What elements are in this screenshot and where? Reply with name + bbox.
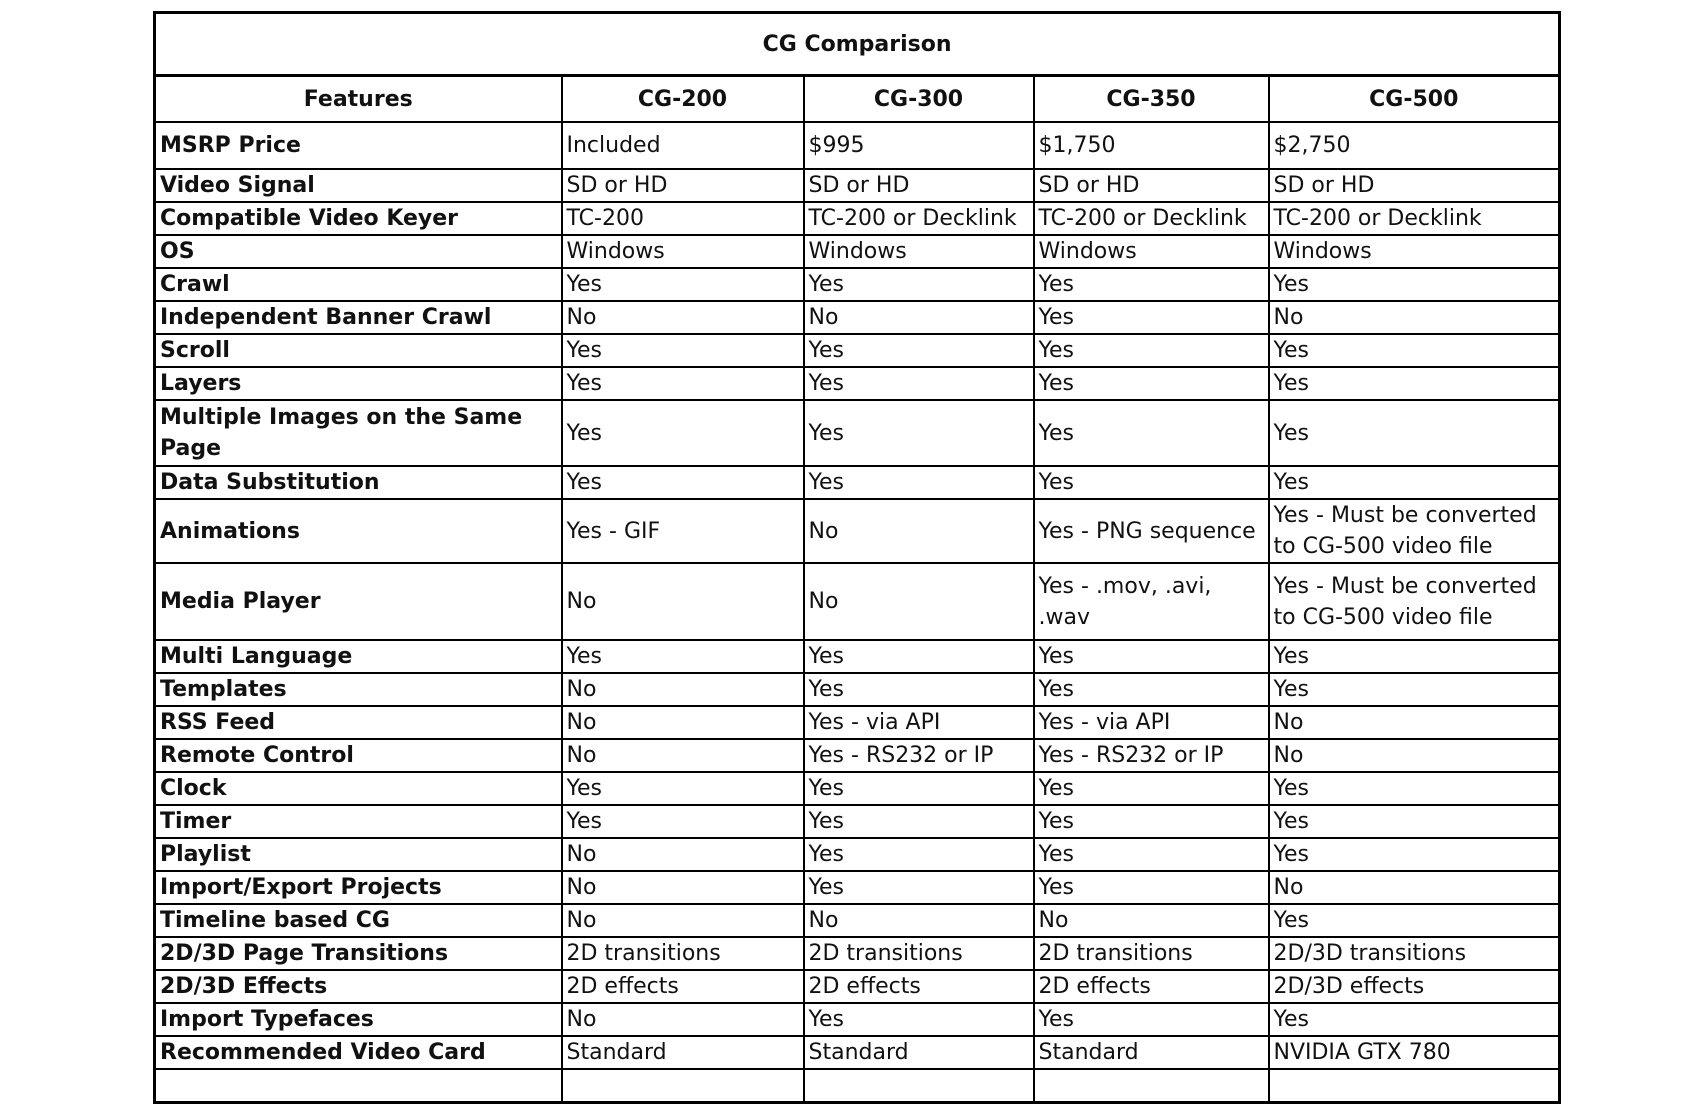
value-cell: Yes — [1034, 673, 1269, 706]
value-cell: Yes - Must be converted to CG-500 video file — [1269, 499, 1560, 563]
value-cell: 2D effects — [804, 970, 1034, 1003]
value-cell: Included — [562, 122, 804, 169]
value-cell: $1,750 — [1034, 122, 1269, 169]
column-header-cg-200: CG-200 — [562, 76, 804, 123]
table-row — [155, 268, 1560, 301]
value-cell: Yes — [804, 871, 1034, 904]
feature-cell: Layers — [155, 367, 562, 400]
column-header-features: Features — [155, 76, 562, 123]
value-cell: No — [562, 871, 804, 904]
empty-cell — [562, 1069, 804, 1102]
feature-cell: Import Typefaces — [155, 1003, 562, 1036]
feature-cell: Multi Language — [155, 640, 562, 673]
value-cell: 2D effects — [562, 970, 804, 1003]
value-cell: Yes — [562, 466, 804, 499]
value-cell: Yes — [1269, 466, 1560, 499]
feature-cell: Compatible Video Keyer — [155, 202, 562, 235]
value-cell: Yes — [562, 334, 804, 367]
empty-cell — [804, 1069, 1034, 1102]
feature-cell: OS — [155, 235, 562, 268]
table-row — [155, 563, 1560, 640]
value-cell: Yes — [562, 400, 804, 466]
value-cell: No — [562, 563, 804, 640]
value-cell: 2D/3D effects — [1269, 970, 1560, 1003]
table-row — [155, 937, 1560, 970]
table-title: CG Comparison — [155, 13, 1560, 76]
value-cell: Yes — [1034, 268, 1269, 301]
value-cell: Yes — [562, 640, 804, 673]
value-cell: No — [562, 1003, 804, 1036]
value-cell: Yes — [562, 772, 804, 805]
empty-cell — [1269, 1069, 1560, 1102]
value-cell: Yes — [1034, 1003, 1269, 1036]
value-cell: Yes — [804, 640, 1034, 673]
empty-cell — [155, 1069, 562, 1102]
value-cell: Standard — [1034, 1036, 1269, 1069]
table-row — [155, 904, 1560, 937]
value-cell: Yes — [562, 367, 804, 400]
feature-cell: MSRP Price — [155, 122, 562, 169]
table-row — [155, 400, 1560, 466]
column-header-cg-300: CG-300 — [804, 76, 1034, 123]
table-row — [155, 499, 1560, 563]
value-cell: Yes — [1269, 805, 1560, 838]
column-header-cg-500: CG-500 — [1269, 76, 1560, 123]
column-header-cg-350: CG-350 — [1034, 76, 1269, 123]
value-cell: Yes — [804, 268, 1034, 301]
value-cell: 2D transitions — [804, 937, 1034, 970]
value-cell: No — [804, 563, 1034, 640]
comparison-table — [153, 11, 1561, 1104]
table-row — [155, 640, 1560, 673]
value-cell: Yes - Must be converted to CG-500 video file — [1269, 563, 1560, 640]
value-cell: SD or HD — [1269, 169, 1560, 202]
feature-cell: Data Substitution — [155, 466, 562, 499]
table-row — [155, 838, 1560, 871]
feature-cell: Timer — [155, 805, 562, 838]
value-cell: Yes — [804, 400, 1034, 466]
feature-cell: RSS Feed — [155, 706, 562, 739]
value-cell: No — [804, 904, 1034, 937]
table-row — [155, 673, 1560, 706]
value-cell: Windows — [562, 235, 804, 268]
value-cell: Yes — [804, 1003, 1034, 1036]
header-row — [155, 76, 1560, 123]
table-row — [155, 871, 1560, 904]
value-cell: Windows — [804, 235, 1034, 268]
value-cell: Yes - GIF — [562, 499, 804, 563]
value-cell: No — [562, 301, 804, 334]
value-cell: $2,750 — [1269, 122, 1560, 169]
table-row — [155, 334, 1560, 367]
value-cell: No — [1269, 739, 1560, 772]
value-cell: Yes — [562, 268, 804, 301]
value-cell: Yes — [804, 772, 1034, 805]
empty-cell — [1034, 1069, 1269, 1102]
table-body — [155, 122, 1560, 1102]
value-cell: $995 — [804, 122, 1034, 169]
table-row — [155, 805, 1560, 838]
value-cell: Windows — [1034, 235, 1269, 268]
value-cell: 2D transitions — [562, 937, 804, 970]
value-cell: Yes — [1034, 805, 1269, 838]
table-row — [155, 122, 1560, 169]
feature-cell: Independent Banner Crawl — [155, 301, 562, 334]
value-cell: Yes — [1034, 871, 1269, 904]
value-cell: NVIDIA GTX 780 — [1269, 1036, 1560, 1069]
value-cell: Yes - via API — [1034, 706, 1269, 739]
value-cell: Yes — [1269, 400, 1560, 466]
value-cell: No — [1034, 904, 1269, 937]
feature-cell: Remote Control — [155, 739, 562, 772]
feature-cell: Clock — [155, 772, 562, 805]
feature-cell: Media Player — [155, 563, 562, 640]
table-row — [155, 739, 1560, 772]
value-cell: No — [1269, 301, 1560, 334]
comparison-table-wrapper — [153, 11, 1558, 1104]
table-row — [155, 466, 1560, 499]
value-cell: Yes — [1034, 334, 1269, 367]
feature-cell: Video Signal — [155, 169, 562, 202]
value-cell: Yes — [804, 334, 1034, 367]
value-cell: Yes — [1034, 640, 1269, 673]
value-cell: No — [562, 904, 804, 937]
value-cell: SD or HD — [562, 169, 804, 202]
table-row — [155, 1003, 1560, 1036]
table-row — [155, 169, 1560, 202]
value-cell: TC-200 — [562, 202, 804, 235]
value-cell: Windows — [1269, 235, 1560, 268]
value-cell: Yes — [1034, 367, 1269, 400]
value-cell: Yes — [1034, 301, 1269, 334]
value-cell: Standard — [562, 1036, 804, 1069]
value-cell: No — [562, 739, 804, 772]
table-row — [155, 970, 1560, 1003]
feature-cell: Templates — [155, 673, 562, 706]
value-cell: TC-200 or Decklink — [1269, 202, 1560, 235]
feature-cell: Animations — [155, 499, 562, 563]
value-cell: Yes — [1269, 772, 1560, 805]
value-cell: No — [1269, 706, 1560, 739]
table-row — [155, 772, 1560, 805]
feature-cell: Recommended Video Card — [155, 1036, 562, 1069]
feature-cell: 2D/3D Page Transitions — [155, 937, 562, 970]
value-cell: TC-200 or Decklink — [1034, 202, 1269, 235]
value-cell: No — [804, 499, 1034, 563]
value-cell: TC-200 or Decklink — [804, 202, 1034, 235]
table-row — [155, 367, 1560, 400]
value-cell: Yes — [804, 466, 1034, 499]
feature-cell: Crawl — [155, 268, 562, 301]
value-cell: Yes — [1269, 1003, 1560, 1036]
feature-cell: Playlist — [155, 838, 562, 871]
feature-cell: Import/Export Projects — [155, 871, 562, 904]
value-cell: Standard — [804, 1036, 1034, 1069]
table-row — [155, 235, 1560, 268]
value-cell: No — [562, 673, 804, 706]
value-cell: Yes — [1269, 904, 1560, 937]
feature-cell: Multiple Images on the Same Page — [155, 400, 562, 466]
value-cell: Yes - via API — [804, 706, 1034, 739]
table-row — [155, 1036, 1560, 1069]
value-cell: Yes - RS232 or IP — [804, 739, 1034, 772]
value-cell: Yes - RS232 or IP — [1034, 739, 1269, 772]
value-cell: Yes — [1269, 334, 1560, 367]
value-cell: SD or HD — [804, 169, 1034, 202]
value-cell: Yes — [1269, 268, 1560, 301]
value-cell: Yes — [1034, 466, 1269, 499]
table-row — [155, 202, 1560, 235]
value-cell: No — [562, 706, 804, 739]
value-cell: Yes — [1269, 838, 1560, 871]
table-row-empty — [155, 1069, 1560, 1102]
value-cell: No — [562, 838, 804, 871]
value-cell: 2D transitions — [1034, 937, 1269, 970]
value-cell: Yes — [804, 367, 1034, 400]
table-row — [155, 706, 1560, 739]
value-cell: No — [1269, 871, 1560, 904]
value-cell: Yes - PNG sequence — [1034, 499, 1269, 563]
value-cell: Yes — [804, 673, 1034, 706]
feature-cell: Scroll — [155, 334, 562, 367]
value-cell: Yes — [1034, 400, 1269, 466]
value-cell: 2D effects — [1034, 970, 1269, 1003]
value-cell: 2D/3D transitions — [1269, 937, 1560, 970]
value-cell: Yes — [1269, 367, 1560, 400]
value-cell: Yes — [1034, 838, 1269, 871]
value-cell: Yes — [1034, 772, 1269, 805]
feature-cell: Timeline based CG — [155, 904, 562, 937]
value-cell: Yes — [804, 838, 1034, 871]
value-cell: SD or HD — [1034, 169, 1269, 202]
value-cell: No — [804, 301, 1034, 334]
table-row — [155, 301, 1560, 334]
value-cell: Yes — [804, 805, 1034, 838]
value-cell: Yes - .mov, .avi, .wav — [1034, 563, 1269, 640]
value-cell: Yes — [562, 805, 804, 838]
value-cell: Yes — [1269, 673, 1560, 706]
feature-cell: 2D/3D Effects — [155, 970, 562, 1003]
value-cell: Yes — [1269, 640, 1560, 673]
